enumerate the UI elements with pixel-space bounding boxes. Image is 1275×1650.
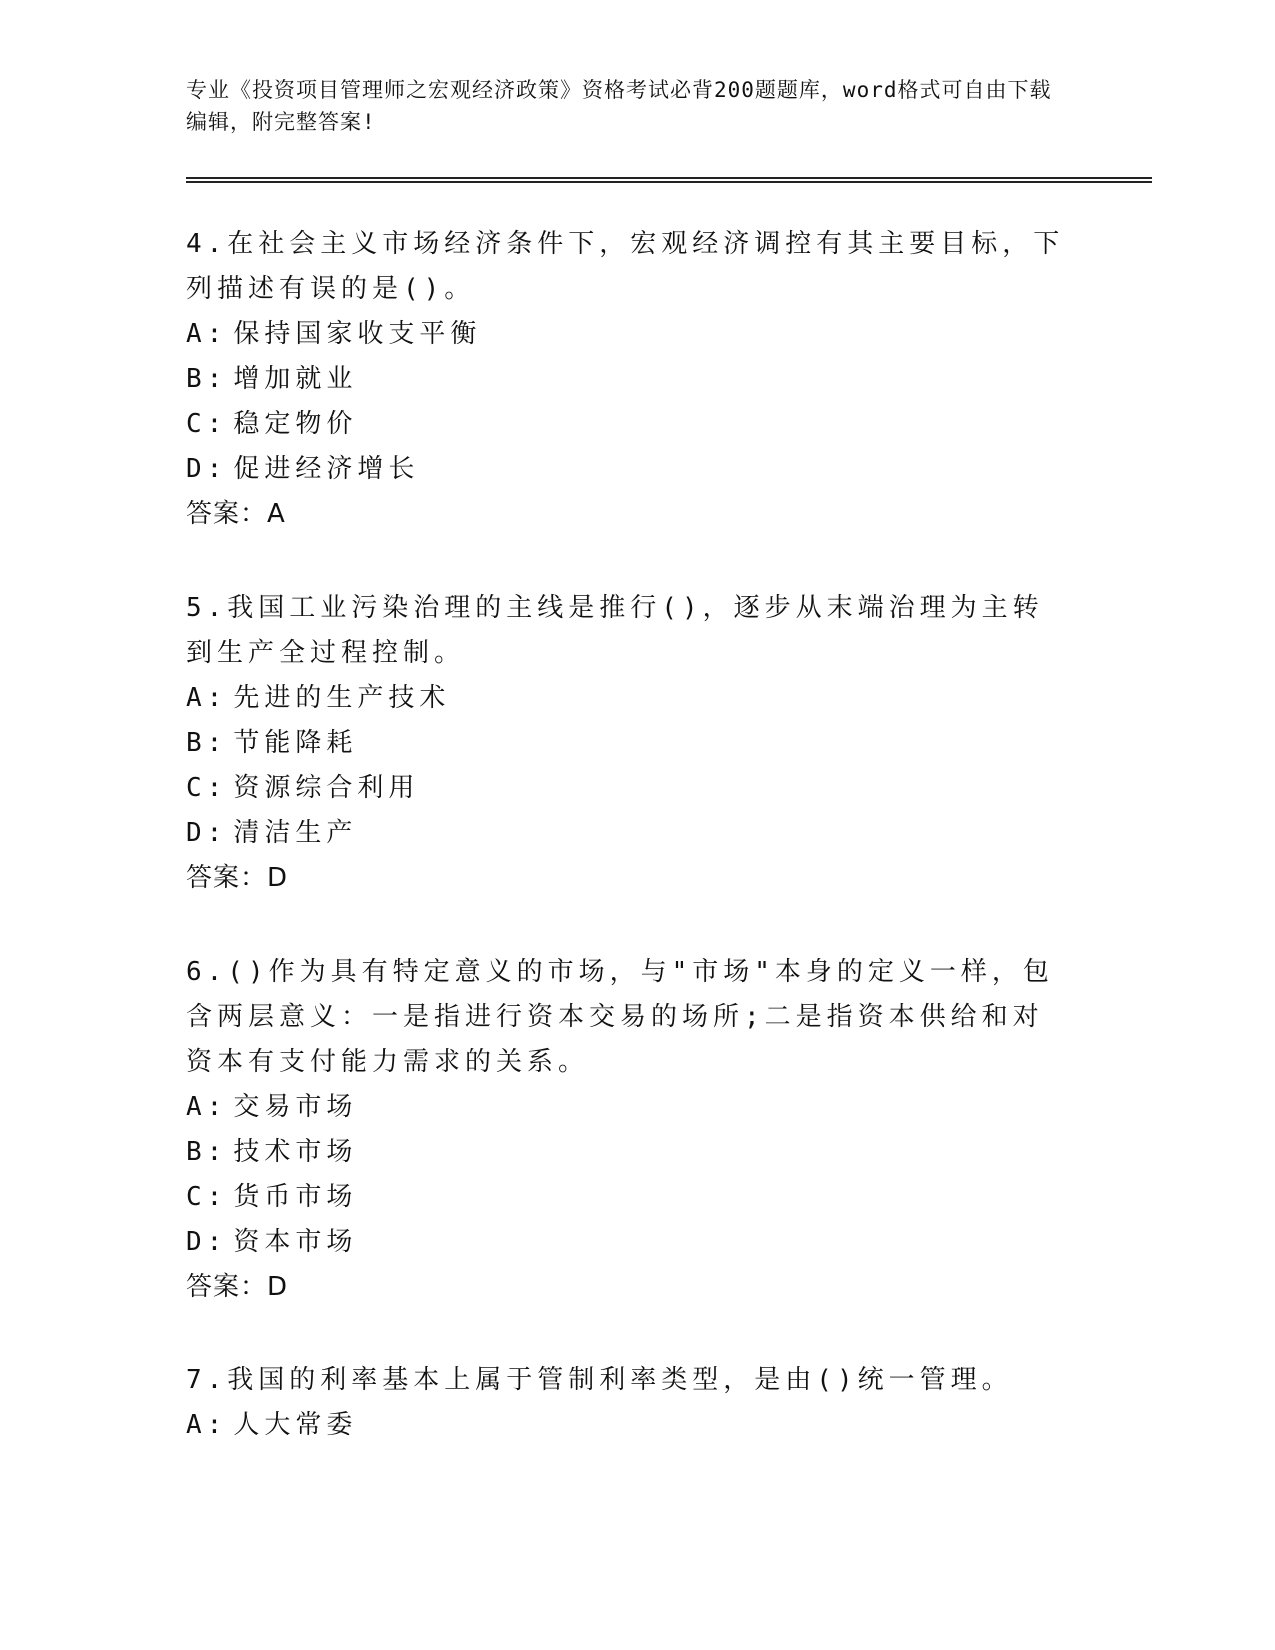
option-text: 保持国家收支平衡 (233, 319, 482, 349)
option-key: A: (186, 1092, 228, 1122)
answer-value: D (267, 863, 289, 893)
option-text: 增加就业 (233, 364, 358, 394)
question-stem: 6.()作为具有特定意义的市场，与"市场"本身的定义一样，包含两层意义：一是指进行资本交易的场所;二是指资本供给和对资本有支付能力需求的关系。 (186, 957, 1054, 1077)
option-text: 稳定物价 (233, 409, 358, 439)
answer-label: 答案： (186, 499, 268, 529)
option-key: B: (186, 728, 228, 758)
question-7 (186, 1358, 1066, 1448)
option-d (186, 1220, 1066, 1265)
option-text: 人大常委 (233, 1410, 358, 1440)
option-d (186, 811, 1066, 856)
option-b (186, 721, 1066, 766)
option-d (186, 447, 1066, 492)
question-stem: 7.我国的利率基本上属于管制利率类型，是由()统一管理。 (186, 1365, 1013, 1395)
option-a (186, 1085, 1066, 1130)
option-key: A: (186, 683, 228, 713)
option-text: 清洁生产 (233, 818, 358, 848)
option-key: C: (186, 1182, 228, 1212)
option-c (186, 766, 1066, 811)
option-key: B: (186, 364, 228, 394)
option-key: D: (186, 454, 228, 484)
option-c (186, 1175, 1066, 1220)
option-a (186, 312, 1066, 357)
answer-value: D (267, 1272, 289, 1302)
option-key: D: (186, 818, 228, 848)
question-4 (186, 222, 1066, 537)
option-text: 交易市场 (233, 1092, 358, 1122)
option-text: 资本市场 (233, 1227, 358, 1257)
option-text: 先进的生产技术 (233, 683, 451, 713)
option-key: B: (186, 1137, 228, 1167)
question-5 (186, 586, 1066, 901)
answer-label: 答案： (186, 1272, 268, 1302)
option-b (186, 357, 1066, 402)
option-key: C: (186, 409, 228, 439)
answer-line (186, 492, 1066, 537)
option-text: 促进经济增长 (233, 454, 420, 484)
option-text: 资源综合利用 (233, 773, 420, 803)
question-6 (186, 950, 1066, 1310)
answer-label: 答案： (186, 863, 268, 893)
answer-value: A (267, 499, 286, 529)
option-a (186, 1403, 1066, 1448)
option-key: A: (186, 319, 228, 349)
header-divider (186, 177, 1152, 183)
question-stem: 4.在社会主义市场经济条件下，宏观经济调控有其主要目标，下列描述有误的是()。 (186, 229, 1065, 304)
option-a (186, 676, 1066, 721)
document-header: 专业《投资项目管理师之宏观经济政策》资格考试必背200题题库，word格式可自由下载编辑，附完整答案! (186, 78, 1052, 134)
option-text: 节能降耗 (233, 728, 358, 758)
question-stem: 5.我国工业污染治理的主线是推行()，逐步从末端治理为主转到生产全过程控制。 (186, 593, 1044, 668)
option-text: 技术市场 (233, 1137, 358, 1167)
answer-line (186, 1265, 1066, 1310)
option-text: 货币市场 (233, 1182, 358, 1212)
option-c (186, 402, 1066, 447)
option-key: A: (186, 1410, 228, 1440)
option-key: C: (186, 773, 228, 803)
option-b (186, 1130, 1066, 1175)
option-key: D: (186, 1227, 228, 1257)
answer-line (186, 856, 1066, 901)
